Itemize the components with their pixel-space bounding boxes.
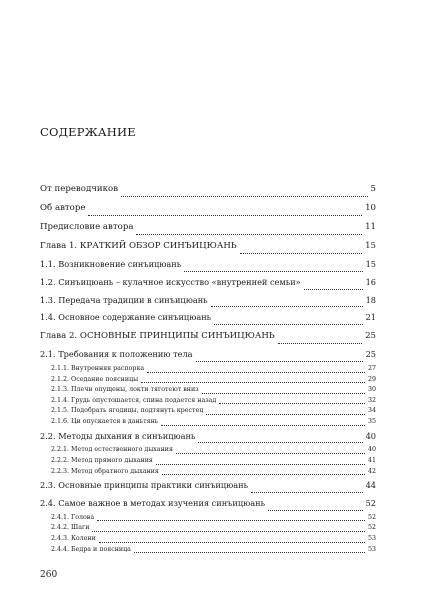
dot-leader [99, 542, 365, 543]
dot-leader [134, 552, 365, 553]
toc-entry [40, 292, 376, 310]
dot-leader [156, 464, 365, 465]
toc-entry-title: 2.4.4. Бедра и поясница [51, 545, 131, 553]
toc-entry-title: 2.1.2. Оседание поясницы [51, 375, 139, 383]
toc-entry-title: 2.2. Методы дыхания в синъицюань [40, 430, 196, 441]
toc-entry-title: Глава 2. ОСНОВНЫЕ ПРИНЦИПЫ СИНЪИЦЮАНЬ [40, 331, 275, 342]
toc-entry-title: 2.3. Основные принципы практики синъицюань [40, 480, 249, 491]
toc-entry-title: 2.2.3. Метод обратного дыхания [51, 467, 159, 475]
toc-entry [40, 417, 376, 428]
toc-entry-title: 2.4.2. Шаги [51, 524, 90, 532]
dot-leader [214, 324, 362, 325]
toc-entry [40, 396, 376, 407]
dot-leader [240, 253, 362, 254]
dot-leader [251, 492, 363, 493]
toc-entry [40, 545, 376, 556]
toc-entry-title: 2.4. Самое важное в методах изучения синъицюань [40, 497, 266, 508]
toc-entry-title: 2.1.5. Подобрать ягодицы, подтянуть крестец [51, 407, 204, 415]
toc-entry-page: 44 [365, 480, 376, 491]
dot-leader [88, 215, 362, 216]
page-number: 260 [40, 570, 58, 580]
toc-entry-page: 25 [365, 331, 376, 342]
dot-leader [211, 306, 363, 307]
toc-entry-page: 21 [365, 312, 376, 323]
toc-entry-page: 52 [367, 524, 376, 532]
toc-entry [40, 274, 376, 292]
dot-leader [278, 343, 362, 344]
table-of-contents [40, 180, 376, 555]
toc-entry [40, 218, 376, 237]
toc-entry-page: 40 [367, 446, 376, 454]
toc-entry-title: 1.3. Передача традиции в синъицюань [40, 294, 208, 305]
toc-entry-page: 30 [367, 386, 376, 394]
dot-leader [268, 510, 363, 511]
dot-leader [198, 442, 362, 443]
toc-entry-title: 2.2.2. Метод прямого дыхания [51, 456, 153, 464]
toc-entry [40, 445, 376, 456]
dot-leader [184, 271, 362, 272]
dot-leader [97, 520, 365, 521]
toc-entry-page: 53 [367, 545, 376, 553]
toc-entry-title: От переводчиков [40, 184, 119, 194]
toc-entry-title: Предисловие автора [40, 222, 134, 232]
toc-entry [40, 513, 376, 524]
dot-leader [136, 234, 362, 235]
toc-entry-page: 25 [365, 349, 376, 360]
toc-entry-page: 27 [367, 364, 376, 372]
toc-entry-page: 53 [367, 534, 376, 542]
dot-leader [202, 393, 365, 394]
toc-entry [40, 256, 376, 274]
toc-entry-title: Об авторе [40, 203, 86, 213]
toc-entry [40, 456, 376, 467]
toc-entry [40, 477, 376, 495]
toc-entry [40, 385, 376, 396]
toc-entry-page: 32 [367, 396, 376, 404]
toc-entry-page: 29 [367, 375, 376, 383]
dot-leader [162, 474, 365, 475]
toc-entry-title: 2.1.1. Внутренняя распорка [51, 364, 145, 372]
toc-entry-page: 34 [367, 407, 376, 415]
dot-leader [304, 289, 363, 290]
toc-heading: СОДЕРЖАНИЕ [40, 125, 136, 139]
toc-entry [40, 180, 376, 199]
toc-entry [40, 237, 376, 256]
toc-entry-title: 2.2.1. Метод естественного дыхания [51, 446, 173, 454]
toc-entry-page: 40 [365, 430, 376, 441]
toc-entry-page: 10 [365, 203, 376, 213]
toc-entry-title: 2.4.3. Колени [51, 534, 96, 542]
toc-entry [40, 495, 376, 513]
toc-entry-page: 52 [365, 497, 376, 508]
dot-leader [196, 361, 363, 362]
toc-entry-page: 41 [367, 456, 376, 464]
toc-entry-page: 18 [365, 294, 376, 305]
toc-entry-title: 1.2. Синъицюань – кулачное искусство «внутренней семьи» [40, 276, 301, 287]
toc-entry [40, 375, 376, 386]
toc-entry-page: 16 [365, 276, 376, 287]
toc-entry [40, 428, 376, 446]
toc-entry-title: 2.1.4. Грудь опустошается, спина подается назад [51, 396, 217, 404]
dot-leader [176, 453, 365, 454]
toc-entry-title: 2.1. Требования к положению тела [40, 349, 193, 360]
toc-entry-page: 42 [367, 467, 376, 475]
toc-entry [40, 364, 376, 375]
toc-entry-page: 15 [365, 259, 376, 269]
toc-entry-title: 1.1. Возникновение синъицюань [40, 259, 182, 269]
dot-leader [92, 531, 365, 532]
dot-leader [206, 414, 365, 415]
toc-entry-title: Глава 1. КРАТКИЙ ОБЗОР СИНЪИЦЮАНЬ [40, 241, 237, 251]
toc-entry [40, 199, 376, 218]
toc-entry-page: 5 [370, 184, 376, 194]
toc-entry-title: 2.1.6. Ци опускается в даньтянь [51, 417, 159, 425]
dot-leader [147, 372, 365, 373]
toc-entry-page: 52 [367, 513, 376, 521]
toc-entry [40, 346, 376, 364]
toc-entry [40, 309, 376, 327]
toc-entry-title: 2.1.3. Плечи опущены, локти тяготеют вниз [51, 386, 199, 394]
toc-entry-page: 15 [365, 241, 376, 251]
toc-entry-page: 35 [367, 417, 376, 425]
dot-leader [161, 425, 365, 426]
dot-leader [141, 382, 365, 383]
toc-entry [40, 534, 376, 545]
toc-entry-title: 2.4.1. Голова [51, 513, 95, 521]
toc-entry [40, 523, 376, 534]
toc-entry [40, 467, 376, 478]
dot-leader [121, 196, 368, 197]
dot-leader [219, 403, 365, 404]
toc-entry-page: 11 [365, 222, 376, 232]
toc-entry [40, 406, 376, 417]
toc-entry [40, 327, 376, 346]
toc-entry-title: 1.4. Основное содержание синъицюань [40, 312, 212, 323]
